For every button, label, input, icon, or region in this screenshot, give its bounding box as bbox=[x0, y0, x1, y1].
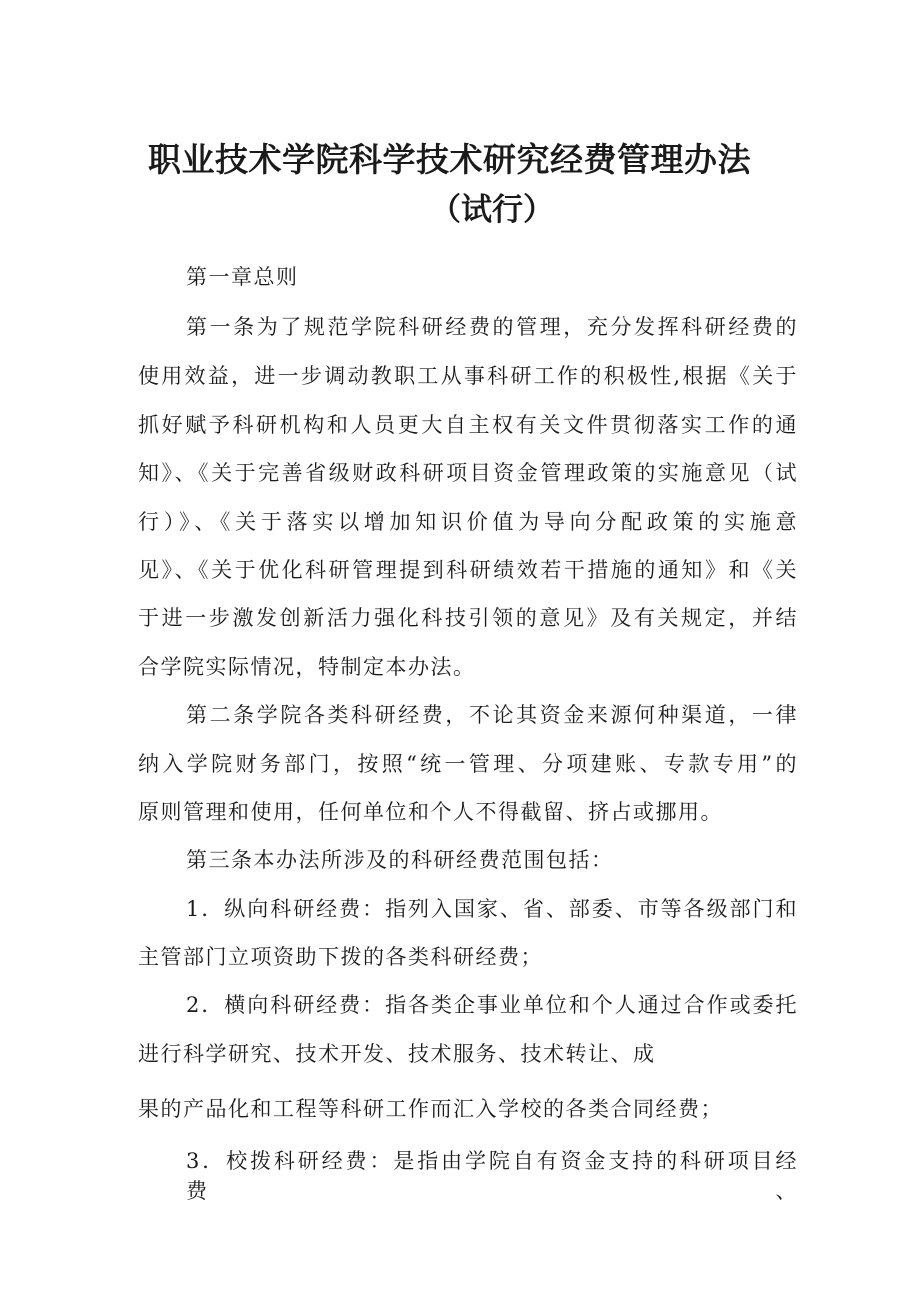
paragraph-line: 知》、《关于完善省级财政科研项目资金管理政策的实施意见（试 bbox=[138, 461, 798, 485]
paragraph-line: 于进一步激发创新活力强化科技引领的意见》及有关规定，并结 bbox=[138, 606, 798, 630]
paragraph-line: 原则管理和使用，任何单位和个人不得截留、挤占或挪用。 bbox=[138, 800, 723, 824]
list-item-line: 2．横向科研经费：指各类企事业单位和个人通过合作或委托 bbox=[186, 993, 798, 1017]
paragraph-line: 第一条为了规范学院科研经费的管理，充分发挥科研经费的 bbox=[186, 315, 798, 339]
paragraph-line: 第三条本办法所涉及的科研经费范围包括： bbox=[186, 848, 614, 872]
list-item-line: 进行科学研究、技术开发、技术服务、技术转让、成 bbox=[138, 1042, 656, 1066]
list-item-line: 主管部门立项资助下拨的各类科研经费； bbox=[138, 945, 543, 969]
list-item-line: 果的产品化和工程等科研工作而汇入学校的各类合同经费； bbox=[138, 1097, 723, 1121]
paragraph-line: 第二条学院各类科研经费，不论其资金来源何种渠道，一律 bbox=[186, 703, 798, 727]
document-title: 职业技术学院科学技术研究经费管理办法 bbox=[148, 140, 751, 179]
paragraph-line: 见》、《关于优化科研管理提到科研绩效若干措施的通知》和《关 bbox=[138, 558, 798, 582]
list-item-line: 3．校拨科研经费：是指由学院自有资金支持的科研项目经费、 bbox=[186, 1149, 798, 1203]
paragraph-line: 使用效益，进一步调动教职工从事科研工作的积极性,根据《关于 bbox=[138, 364, 798, 388]
paragraph-line: 抓好赋予科研机构和人员更大自主权有关文件贯彻落实工作的通 bbox=[138, 413, 798, 437]
document-subtitle: （试行） bbox=[430, 192, 554, 228]
paragraph-line: 合学院实际情况，特制定本办法。 bbox=[138, 655, 476, 679]
list-item-line: 1．纵向科研经费：指列入国家、省、部委、市等各级部门和 bbox=[186, 897, 798, 921]
paragraph-line: 纳入学院财务部门，按照“统一管理、分项建账、专款专用”的 bbox=[138, 752, 798, 776]
paragraph-line: 行）》、《关于落实以增加知识价值为导向分配政策的实施意 bbox=[138, 510, 798, 534]
chapter-heading: 第一章总则 bbox=[186, 265, 299, 289]
